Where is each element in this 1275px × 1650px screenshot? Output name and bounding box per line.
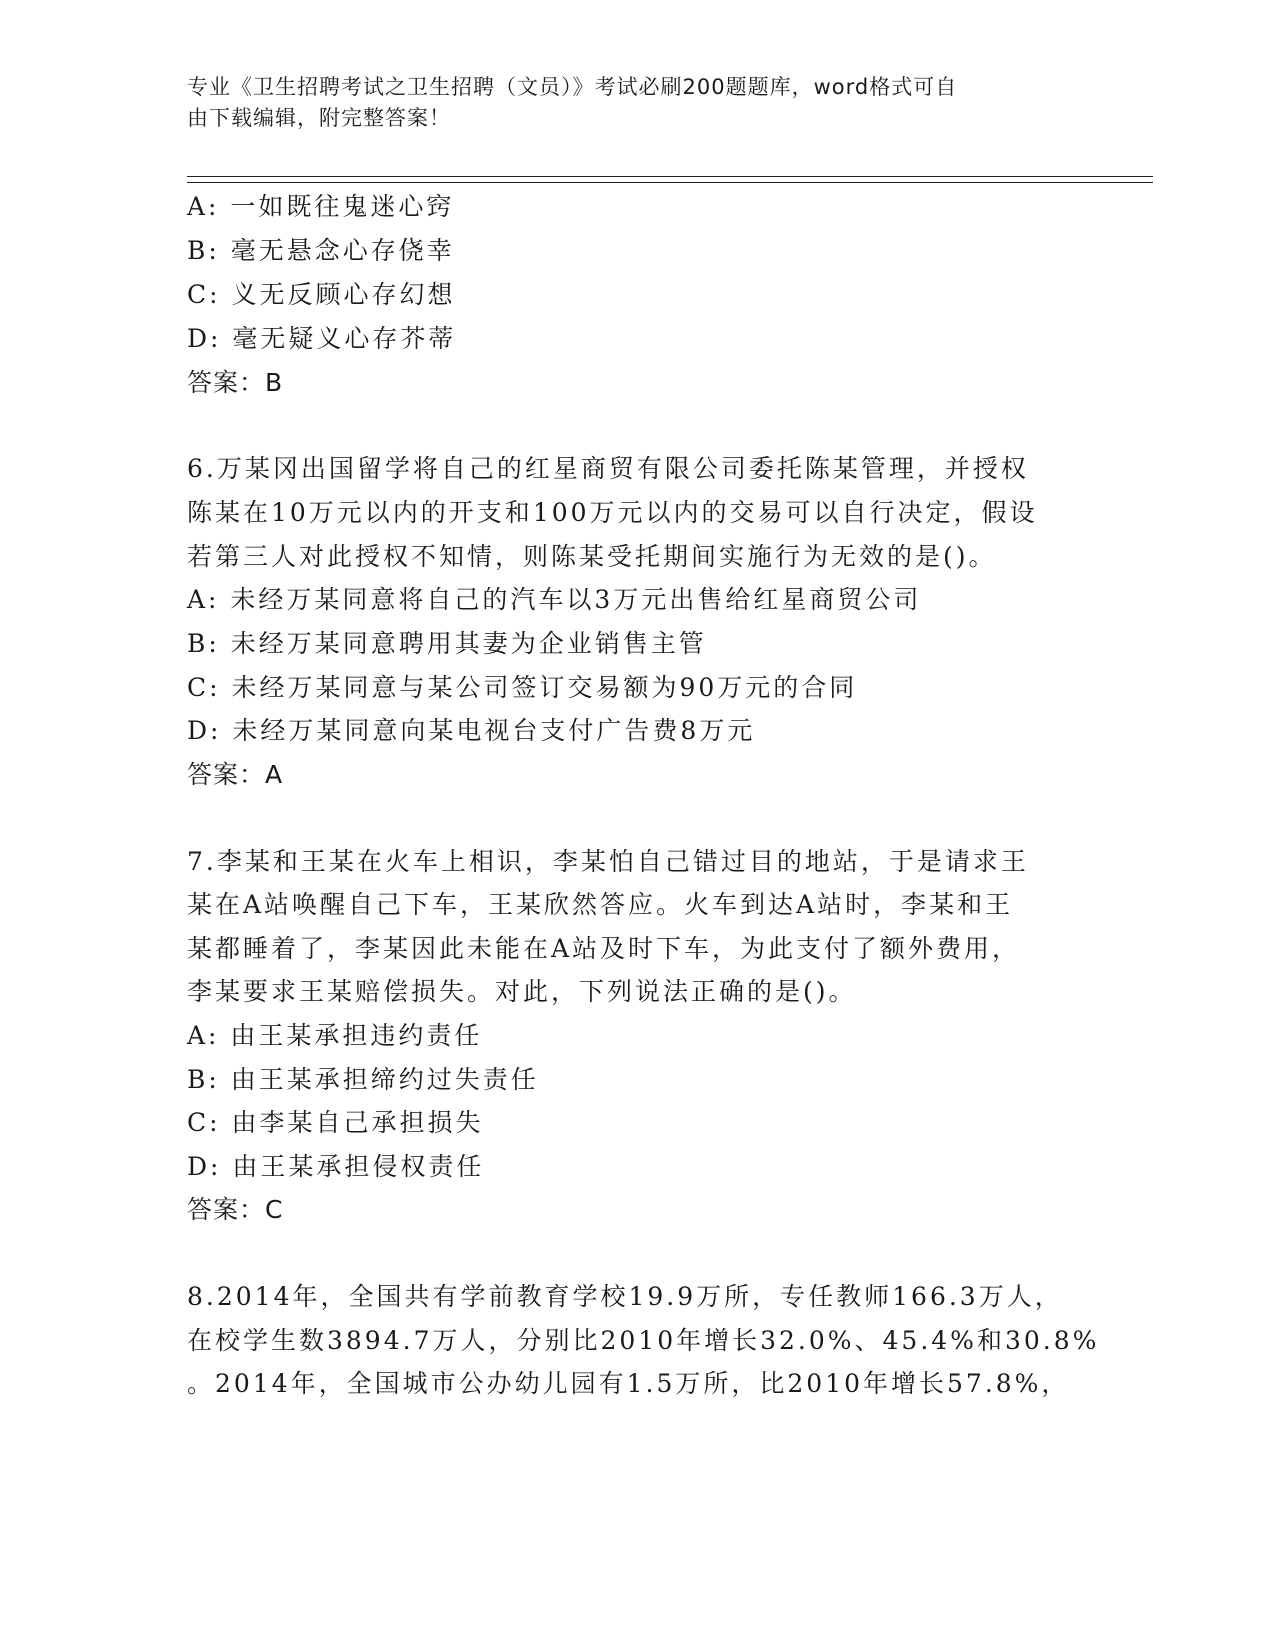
q7-stem-line-2: 某在A站唤醒自己下车，王某欣然答应。火车到达A站时，李某和王 <box>187 890 1014 919</box>
q5-option-b: B: 毫无悬念心存侥幸 <box>187 236 455 265</box>
q7-stem-line-3: 某都睡着了，李某因此未能在A站及时下车，为此支付了额外费用， <box>187 934 1021 963</box>
q5-option-c: C: 义无反顾心存幻想 <box>187 280 456 309</box>
header-line-1: 专业《卫生招聘考试之卫生招聘（文员）》考试必刷200题题库，word格式可自 <box>187 75 958 99</box>
header-divider-bottom <box>187 182 1153 183</box>
header-line-2: 由下载编辑，附完整答案！ <box>187 106 451 130</box>
q6-stem-line-2: 陈某在10万元以内的开支和100万元以内的交易可以自行决定，假设 <box>187 498 1038 527</box>
q7-option-d: D: 由王某承担侵权责任 <box>187 1152 485 1181</box>
q6-option-a: A: 未经万某同意将自己的汽车以3万元出售给红星商贸公司 <box>187 585 922 614</box>
q6-answer: 答案：A <box>187 760 284 789</box>
q6-option-d: D: 未经万某同意向某电视台支付广告费8万元 <box>187 716 756 745</box>
q6-stem-line-1: 6.万某冈出国留学将自己的红星商贸有限公司委托陈某管理，并授权 <box>187 454 1029 483</box>
q7-option-a: A: 由王某承担违约责任 <box>187 1021 483 1050</box>
q5-answer: 答案：B <box>187 368 284 397</box>
q7-stem-line-1: 7.李某和王某在火车上相识，李某怕自己错过目的地站，于是请求王 <box>187 847 1029 876</box>
q8-stem-line-1: 8.2014年，全国共有学前教育学校19.9万所，专任教师166.3万人， <box>187 1282 1063 1311</box>
q8-stem-line-3: 。2014年，全国城市公办幼儿园有1.5万所，比2010年增长57.8%， <box>187 1369 1070 1398</box>
q7-answer: 答案：C <box>187 1195 284 1224</box>
q7-stem-line-4: 李某要求王某赔偿损失。对此，下列说法正确的是()。 <box>187 977 857 1006</box>
q5-option-a: A: 一如既往鬼迷心窍 <box>187 192 455 221</box>
q6-option-b: B: 未经万某同意聘用其妻为企业销售主管 <box>187 629 707 658</box>
document-header <box>187 72 1067 134</box>
q7-option-c: C: 由李某自己承担损失 <box>187 1108 484 1137</box>
q7-option-b: B: 由王某承担缔约过失责任 <box>187 1065 539 1094</box>
header-divider-top <box>187 176 1153 177</box>
q6-stem-line-3: 若第三人对此授权不知情，则陈某受托期间实施行为无效的是()。 <box>187 542 997 571</box>
q5-option-d: D: 毫无疑义心存芥蒂 <box>187 324 457 353</box>
q8-stem-line-2: 在校学生数3894.7万人，分别比2010年增长32.0%、45.4%和30.8% <box>187 1326 1100 1355</box>
q6-option-c: C: 未经万某同意与某公司签订交易额为90万元的合同 <box>187 673 858 702</box>
